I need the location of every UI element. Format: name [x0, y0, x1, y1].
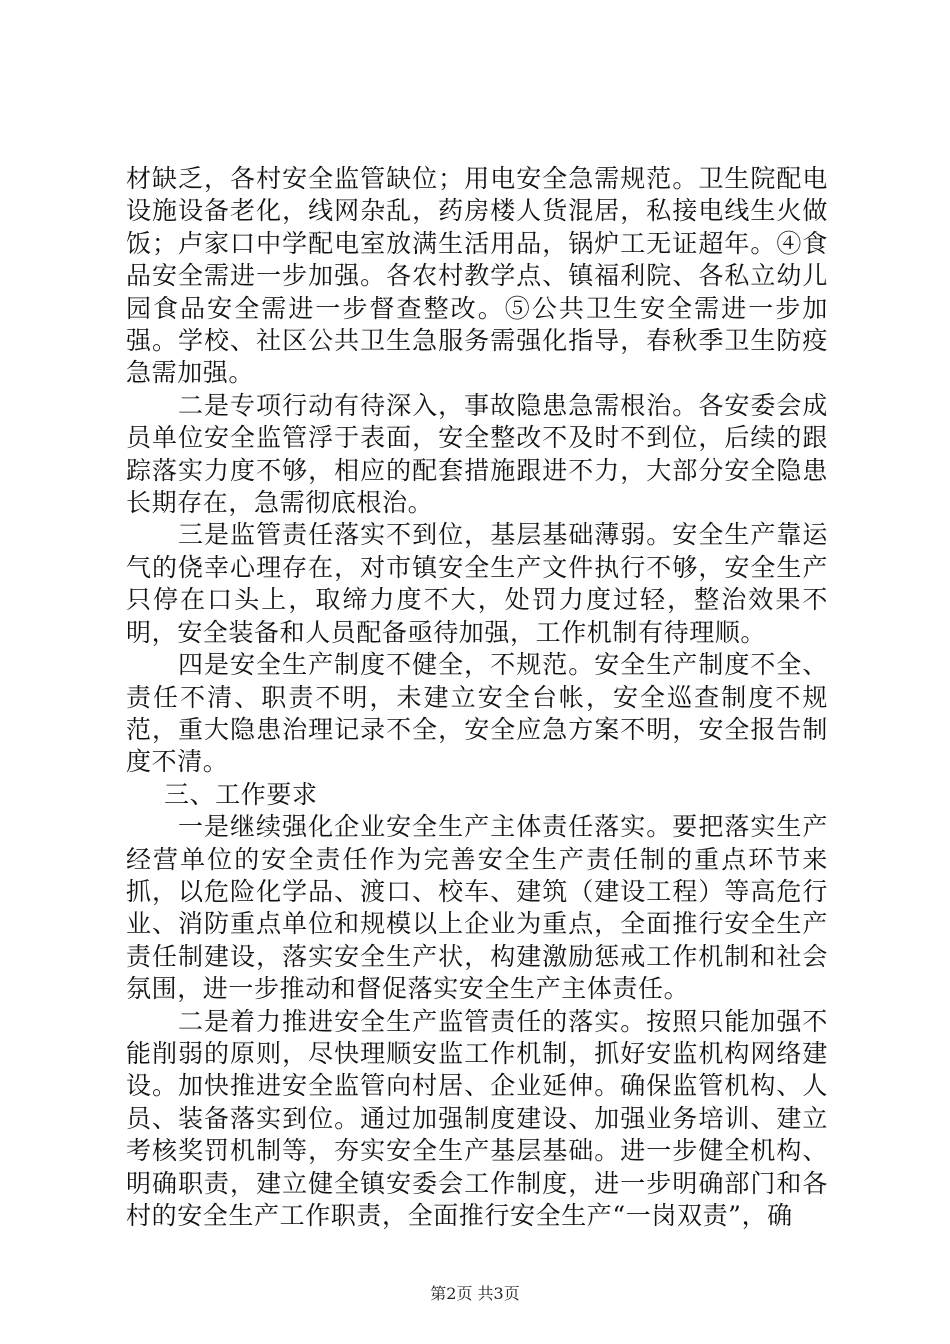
section-heading: 三、工作要求 [164, 779, 318, 809]
paragraph-requirement-two: 二是着力推进安全生产监管责任的落实。按照只能加强不能削弱的原则，尽快理顺安监工作机制，抓好安监机构网络建设。加快推进安全监管向村居、企业延伸。确保监管机构、人员、装备落实到位。通过加强制度建设、加强业务培训、建立考核奖罚机制等，夯实安全生产基层基础。进一步健全机构、明确职责，建立健全镇安委会工作制度，进一步明确部门和各村的安全生产工作职责，全面推行安全生产“一岗双责”，确 [126, 1006, 828, 1230]
document-body [126, 163, 828, 1232]
page-footer: 第2页 共3页 [430, 1284, 520, 1303]
paragraph-continuation: 材缺乏，各村安全监管缺位；用电安全急需规范。卫生院配电设施设备老化，线网杂乱，药房楼人货混居，私接电线生火做饭；卢家口中学配电室放满生活用品，锅炉工无证超年。④食品安全需进一步加强。各农村教学点、镇福利院、各私立幼儿园食品安全需进一步督查整改。⑤公共卫生安全需进一步加强。学校、社区公共卫生急服务需强化指导，春秋季卫生防疫急需加强。 [126, 164, 828, 388]
paragraph-item-four: 四是安全生产制度不健全，不规范。安全生产制度不全、责任不清、职责不明，未建立安全台帐，安全巡查制度不规范，重大隐患治理记录不全，安全应急方案不明，安全报告制度不清。 [126, 650, 828, 777]
paragraph-item-two: 二是专项行动有待深入，事故隐患急需根治。各安委会成员单位安全监管浮于表面，安全整改不及时不到位，后续的跟踪落实力度不够，相应的配套措施跟进不力，大部分安全隐患长期存在，急需彻底根治。 [126, 390, 828, 518]
paragraph-requirement-one: 一是继续强化企业安全生产主体责任落实。要把落实生产经营单位的安全责任作为完善安全生产责任制的重点环节来抓，以危险化学品、渡口、校车、建筑（建设工程）等高危行业、消防重点单位和规模以上企业为重点，全面推行安全生产责任制建设，落实安全生产状，构建激励惩戒工作机制和社会氛围，进一步推动和督促落实安全生产主体责任。 [126, 812, 828, 1004]
paragraph-item-three: 三是监管责任落实不到位，基层基础薄弱。安全生产靠运气的侥幸心理存在，对市镇安全生产文件执行不够，安全生产只停在口头上，取缔力度不大，处罚力度过轻，整治效果不明，安全装备和人员配备亟待加强，工作机制有待理顺。 [126, 520, 828, 647]
